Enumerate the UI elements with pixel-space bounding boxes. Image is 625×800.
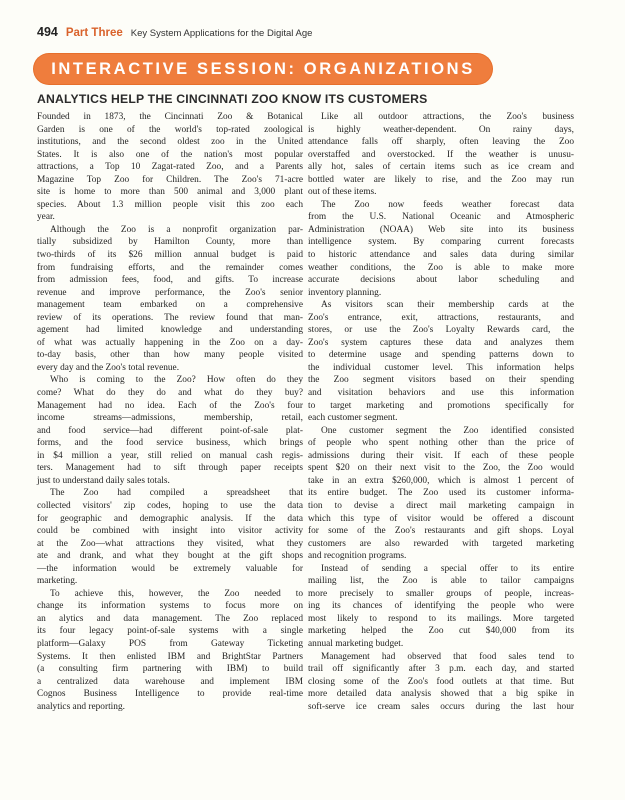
text-line: The Zoo had compiled a spreadsheet that: [50, 488, 303, 499]
text-line: analytics and reporting.: [37, 701, 125, 712]
text-line: marketing helped the Zoo cut $40,000 from its: [308, 626, 574, 637]
text-line: accurate decisions about labor scheduling and: [308, 275, 574, 286]
text-line: could be combined with insight into visitor activity: [37, 526, 303, 537]
text-line: One customer segment the Zoo identified consisted: [321, 425, 574, 436]
text-line: the Zoo segment visitors based on their spending: [308, 375, 574, 386]
text-line: the individual customer level. This information helps: [308, 362, 574, 373]
text-line: marketing.: [37, 576, 78, 587]
text-line: to-day basis, other than how many people visited: [37, 350, 303, 361]
text-line: mailing list, the Zoo is able to tailor campaigns: [308, 576, 574, 587]
text-line: in $4 million a year, still relied on manual cash regis-: [37, 450, 303, 461]
text-line: an alytics and data management. The Zoo replaced: [37, 613, 303, 624]
text-line: ate and drank, and what they bought at the gift shops: [37, 551, 303, 562]
page-number: 494: [37, 25, 58, 39]
text-line: (a consulting firm partnering with IBM) to build: [37, 664, 303, 675]
text-line: income streams—admissions, membership, retail,: [37, 413, 303, 424]
text-line: Cognos Business Intelligence to provide real-time: [37, 689, 303, 700]
text-line: to target marketing and promotions specifically for: [308, 400, 574, 411]
text-line: stores, or use the Zoo's Loyalty Rewards card, the: [308, 325, 574, 336]
text-line: more precisely to smaller groups of people, increas-: [308, 588, 574, 599]
text-line: and recognition programs.: [308, 551, 407, 562]
text-line: just to understand daily sales totals.: [37, 475, 170, 486]
text-line: admissions during their visit. If each of these people: [308, 450, 574, 461]
text-line: Garden is one of the world's top-rated zoological: [37, 124, 303, 135]
text-line: Like all outdoor attractions, the Zoo's business: [321, 112, 574, 122]
text-line: Who is coming to the Zoo? How often do they: [50, 375, 303, 386]
text-line: ing its chances of identifying the people who were: [308, 601, 574, 612]
text-line: management team embarked on a comprehensive: [37, 300, 303, 311]
text-line: for some of the Zoo's restaurants and gift shops. Loyal: [308, 526, 574, 537]
text-line: trail off significantly after 3 p.m. each day, and started: [308, 664, 574, 675]
text-line: inventory planning.: [308, 287, 382, 298]
text-line: change its information systems to focus more on: [37, 601, 303, 612]
section-banner: [34, 54, 492, 84]
text-line: and food service—had different point-of-sale plat-: [37, 425, 303, 436]
text-line: each customer segment.: [308, 413, 398, 424]
text-line: Instead of sending a special offer to its entire: [321, 563, 574, 574]
text-line: weather conditions, the Zoo is able to make more: [308, 262, 574, 273]
text-line: intelligence system. By comparing current forecasts: [308, 237, 574, 248]
text-line: forms, and the food service business, which brings: [37, 438, 303, 449]
text-line: tially subsidized by Hamilton County, more than: [37, 237, 303, 248]
text-line: platform—Galaxy POS from Gateway Ticketing: [37, 638, 303, 649]
text-line: agement had limited knowledge and understanding: [37, 325, 303, 336]
text-line: spent $20 on their next visit to the Zoo, the Zoo would: [308, 463, 574, 474]
text-line: collected visitors' zip codes, hoping to use the data: [37, 500, 303, 511]
right-column: [308, 111, 574, 713]
text-line: The Zoo now feeds weather forecast data: [321, 199, 574, 210]
text-line: every day and the Zoo's total revenue.: [37, 362, 180, 373]
text-line: come? What do they do and what do they buy?: [37, 388, 303, 399]
text-line: soft-serve ice cream sales occurs during the last hour: [308, 701, 574, 712]
text-line: ally hot, sales of certain items such as ice cream and: [308, 162, 574, 173]
text-line: site is home to more than 500 animal and 3,000 plant: [37, 187, 303, 198]
text-line: annual marketing budget.: [308, 638, 404, 649]
text-line: and visitation behaviors and use this information: [308, 388, 574, 399]
text-line: institutions, and the second oldest zoo in the United: [37, 137, 303, 148]
text-line: tion to devise a direct mail marketing campaign in: [308, 500, 574, 511]
text-line: ters. Management had to sift through paper receipts: [37, 463, 303, 474]
text-line: to determine usage and spending patterns down to: [308, 350, 574, 361]
banner-text: INTERACTIVE SESSION: ORGANIZATIONS: [51, 59, 475, 78]
text-line: Magazine Top Zoo for Children. The Zoo's 71-acre: [37, 174, 303, 185]
text-line: from admission fees, food, and gifts. To increase: [37, 275, 303, 286]
text-line: As visitors scan their membership cards at the: [321, 300, 574, 311]
text-line: take in an extra $260,000, which is almost 1 percent of: [308, 475, 574, 486]
text-line: from fundraising efforts, and the remainder comes: [37, 262, 303, 273]
text-line: closing some of the Zoo's food outlets at that time. But: [308, 676, 574, 687]
text-line: customers are also rewarded with targeted marketing: [308, 538, 574, 549]
text-line: Management had observed that food sales tend to: [321, 651, 574, 662]
text-line: —the information would be extremely valuable for: [37, 563, 303, 574]
text-line: its entire budget. The Zoo used its customer informa-: [308, 488, 574, 499]
text-line: to historic attendance and sales data during similar: [308, 250, 574, 261]
text-line: bottled water are likely to rise, and the Zoo may run: [308, 174, 574, 185]
text-line: two-thirds of its $26 million annual budget is paid: [37, 250, 303, 261]
text-line: most likely to respond to its mailings. More targeted: [308, 613, 574, 624]
text-line: States. It is also one of the nation's most popular: [37, 149, 303, 160]
text-line: Management had no idea. Each of the Zoo's four: [37, 400, 303, 411]
text-line: overstaffed and overstocked. If the weather is unusu-: [308, 149, 574, 160]
text-line: Although the Zoo is a nonprofit organization par-: [50, 224, 303, 235]
text-line: more detailed data analysis showed that a big spike in: [308, 689, 574, 700]
text-line: from the U.S. National Oceanic and Atmospheric: [308, 212, 574, 223]
text-line: its four legacy point-of-sale systems with a single: [37, 626, 303, 637]
text-line: Systems. It then enlisted IBM and BrightStar Partners: [37, 651, 303, 662]
text-line: out of these items.: [308, 187, 377, 198]
text-line: To achieve this, however, the Zoo needed to: [50, 588, 303, 599]
text-line: is highly weather-dependent. On rainy days,: [308, 124, 574, 135]
text-line: Administration (NOAA) Web site into its business: [308, 224, 574, 235]
text-line: of people who spent nothing other than the price of: [308, 438, 574, 449]
running-header: [37, 25, 312, 39]
text-line: attendance falls off sharply, often leaving the Zoo: [308, 137, 574, 148]
text-line: year.: [37, 212, 55, 223]
text-line: review of its operations. The review found that man-: [37, 312, 303, 323]
text-line: of what was actually happening in the Zoo on a day-: [37, 337, 303, 348]
text-line: Zoo's entrance, exit, attractions, restaurants, and: [308, 312, 574, 323]
text-line: attractions, a Top 10 Zagat-rated Zoo, and a Parents: [37, 162, 303, 173]
text-line: a centralized data warehouse and implement IBM: [37, 676, 303, 687]
text-line: species. About 1.3 million people visit this zoo each: [37, 199, 303, 210]
part-label: Part Three: [65, 27, 123, 39]
article-headline: ANALYTICS HELP THE CINCINNATI ZOO KNOW ITS CUSTOMERS: [37, 92, 428, 106]
text-line: which this type of visitor would be offered a discount: [308, 513, 574, 524]
text-line: revenue and improve performance, the Zoo's senior: [37, 287, 303, 298]
text-line: Zoo's system captures these data and analyzes them: [308, 337, 574, 348]
text-line: at the Zoo—what attractions they visited, what they: [37, 538, 303, 549]
part-title: Key System Applications for the Digital Age: [130, 28, 313, 39]
text-line: for geographic and demographic analysis. If the data: [37, 513, 303, 524]
text-line: Founded in 1873, the Cincinnati Zoo & Botanical: [37, 112, 303, 122]
left-column: [37, 111, 303, 713]
